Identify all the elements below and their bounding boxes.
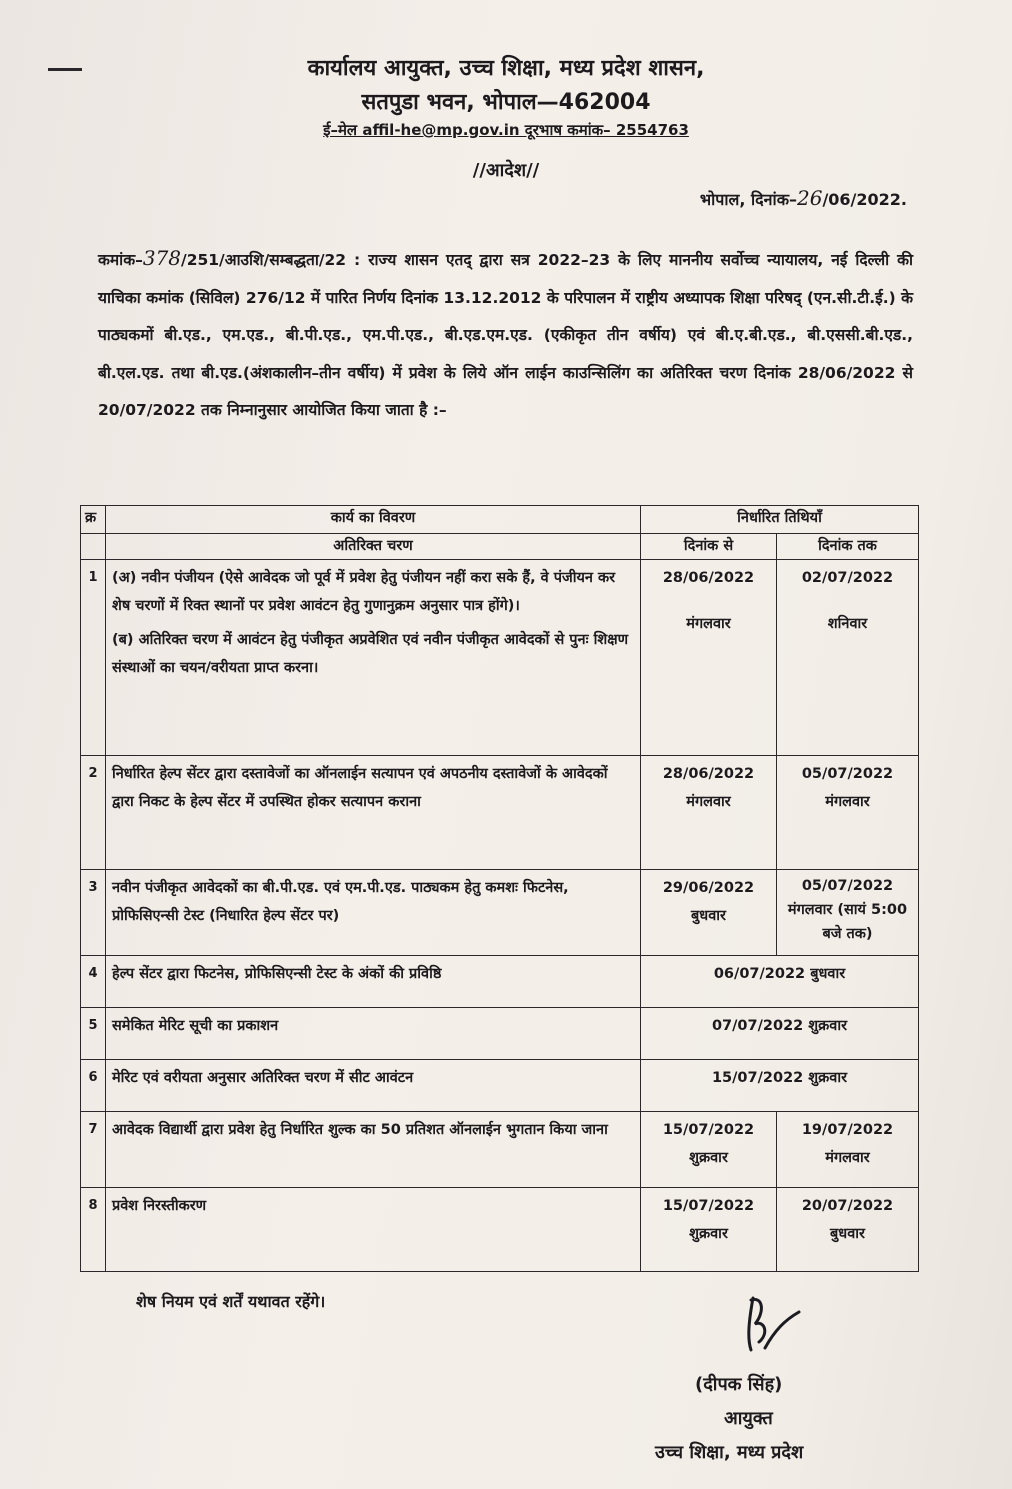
from-day: मंगलवार — [686, 616, 731, 632]
from-date: 28/06/2022 — [662, 570, 755, 586]
row-no: 1 — [81, 560, 106, 756]
row-from — [641, 756, 777, 870]
to-date: 05/07/2022 — [801, 878, 894, 894]
date-prefix: भोपाल, दिनांक– — [699, 190, 797, 209]
signatory-organization: उच्च शिक्षा, मध्य प्रदेश — [655, 1442, 804, 1463]
row-no: 8 — [81, 1188, 106, 1272]
office-address: सतपुडा भवन, भोपाल—462004 — [361, 90, 651, 115]
from-date: 15/07/2022 — [662, 1198, 755, 1214]
row-from — [641, 1188, 777, 1272]
to-day: मंगलवार — [825, 794, 870, 810]
to-date: 20/07/2022 — [801, 1198, 894, 1214]
to-day: शनिवार — [827, 616, 868, 632]
table-row — [81, 560, 919, 756]
row-to — [777, 1112, 919, 1188]
from-day: शुक्रवार — [689, 1226, 728, 1242]
row-date: 06/07/2022 बुधवार — [641, 956, 919, 1008]
to-day: बुधवार — [830, 1226, 865, 1242]
from-date: 28/06/2022 — [662, 766, 755, 782]
office-heading: कार्यालय आयुक्त, उच्च शिक्षा, मध्य प्रदेश शासन, — [307, 56, 705, 81]
ref-prefix: कमांक– — [98, 251, 143, 269]
signature-mark — [735, 1290, 805, 1360]
col-header-to: दिनांक तक — [777, 534, 919, 560]
row-date: 07/07/2022 शुक्रवार — [641, 1008, 919, 1060]
table-row — [81, 756, 919, 870]
date-day-handwritten: 26 — [796, 186, 823, 210]
col-header-from: दिनांक से — [641, 534, 777, 560]
table-row — [81, 1060, 919, 1112]
to-date: 02/07/2022 — [801, 570, 894, 586]
col-subheader-desc: अतिरिक्त चरण — [106, 534, 641, 560]
to-date: 19/07/2022 — [801, 1122, 894, 1138]
row-no: 5 — [81, 1008, 106, 1060]
row-from — [641, 560, 777, 756]
col-header-no: क्र — [81, 506, 106, 534]
row-desc: निर्धारित हेल्प सेंटर द्वारा दस्तावेजों का ऑनलाईन सत्यापन एवं अपठनीय दस्तावेजों के आवेदकों द्वारा निकट के हेल्प सेंटर में उपस्थित होकर सत्यापन कराना — [106, 756, 641, 870]
row-to — [777, 1188, 919, 1272]
closing-note: शेष नियम एवं शर्तें यथावत रहेंगे। — [136, 1292, 326, 1311]
table-row — [81, 1008, 919, 1060]
row-desc: हेल्प सेंटर द्वारा फिटनेस, प्रोफिसिएन्सी टेस्ट के अंकों की प्रविष्ठि — [106, 956, 641, 1008]
row-to — [777, 870, 919, 956]
to-date: 05/07/2022 — [801, 766, 894, 782]
row-no: 2 — [81, 756, 106, 870]
row-desc-b: (ब) अतिरिक्त चरण में आवंटन हेतु पंजीकृत अप्रवेशित एवं नवीन पंजीकृत आवेदकों से पुनः शिक्षण संस्थाओं का चयन/वरीयता प्राप्त करना। — [112, 632, 629, 676]
table-row — [81, 870, 919, 956]
from-day: शुक्रवार — [689, 1150, 728, 1166]
order-date — [700, 186, 907, 210]
row-to — [777, 560, 919, 756]
table-row — [81, 1188, 919, 1272]
ref-number-handwritten: 378 — [142, 246, 182, 270]
table-row — [81, 956, 919, 1008]
row-desc: नवीन पंजीकृत आवेदकों का बी.पी.एड. एवं एम.पी.एड. पाठ्यकम हेतु कमशः फिटनेस, प्रोफिसिएन्सी टेस्ट (निधारित हेल्प सेंटर पर) — [106, 870, 641, 956]
col-subheader-blank — [81, 534, 106, 560]
row-no: 4 — [81, 956, 106, 1008]
row-desc: प्रवेश निरस्तीकरण — [106, 1188, 641, 1272]
date-suffix: /06/2022. — [822, 190, 907, 209]
row-no: 7 — [81, 1112, 106, 1188]
to-day: मंगलवार (सायं 5:00 बजे तक) — [787, 902, 908, 942]
order-body: /251/आउशि/सम्बद्धता/22 : राज्य शासन एतद् द्वारा सत्र 2022–23 के लिए माननीय सर्वोच्च न्यायालय, नई दिल्ली की याचिका कमांक (सिविल) 276/12 में पारित निर्णय दिनांक 13.12.2012 के परिपालन में राष्ट्रीय अध्यापक शिक्षा परिषद् (एन.सी.टी.ई.) के पाठ्यकमों बी.एड., एम.एड., बी.पी.एड., एम.पी.एड., बी.एड.एम.एड. (एकीकृत तीन वर्षीय) एवं बी.ए.बी.एड., बी.एससी.बी.एड., बी.एल.एड. तथा बी.एड.(अंशकालीन–तीन वर्षीय) में प्रवेश के लिये ऑन लाईन काउन्सिलिंग का अतिरिक्त चरण दिनांक 28/06/2022 से 20/07/2022 तक निम्नानुसार आयोजित किया जाता है :– — [98, 251, 913, 419]
from-date: 29/06/2022 — [662, 880, 755, 896]
from-day: मंगलवार — [686, 794, 731, 810]
col-header-desc: कार्य का विवरण — [106, 506, 641, 534]
row-from — [641, 870, 777, 956]
order-paragraph — [98, 240, 913, 430]
row-desc — [106, 560, 641, 756]
order-title: //आदेश// — [472, 160, 540, 181]
row-date: 15/07/2022 शुक्रवार — [641, 1060, 919, 1112]
signatory-name: (दीपक सिंह) — [695, 1374, 783, 1395]
table-row — [81, 1112, 919, 1188]
row-desc: मेरिट एवं वरीयता अनुसार अतिरिक्त चरण में सीट आवंटन — [106, 1060, 641, 1112]
to-day: मंगलवार — [825, 1150, 870, 1166]
col-header-dates: निर्धारित तिथियाँ — [641, 506, 919, 534]
row-from — [641, 1112, 777, 1188]
row-desc: समेकित मेरिट सूची का प्रकाशन — [106, 1008, 641, 1060]
row-to — [777, 756, 919, 870]
schedule-table — [80, 505, 919, 1272]
from-date: 15/07/2022 — [662, 1122, 755, 1138]
row-desc-a: (अ) नवीन पंजीयन (ऐसे आवेदक जो पूर्व में प्रवेश हेतु पंजीयन नहीं करा सके हैं, वे पंजीयन कर शेष चरणों में रिक्त स्थानों पर प्रवेश आवंटन हेतु गुणानुक्रम अनुसार पात्र होंगे)। — [112, 570, 616, 614]
row-no: 6 — [81, 1060, 106, 1112]
from-day: बुधवार — [691, 908, 726, 924]
row-no: 3 — [81, 870, 106, 956]
signatory-designation: आयुक्त — [724, 1408, 773, 1429]
office-contact: ई–मेल affil-he@mp.gov.in दूरभाष कमांक– 2554763 — [323, 121, 689, 139]
row-desc: आवेदक विद्यार्थी द्वारा प्रवेश हेतु निर्धारित शुल्क का 50 प्रतिशत ऑनलाईन भुगतान किया जाना — [106, 1112, 641, 1188]
